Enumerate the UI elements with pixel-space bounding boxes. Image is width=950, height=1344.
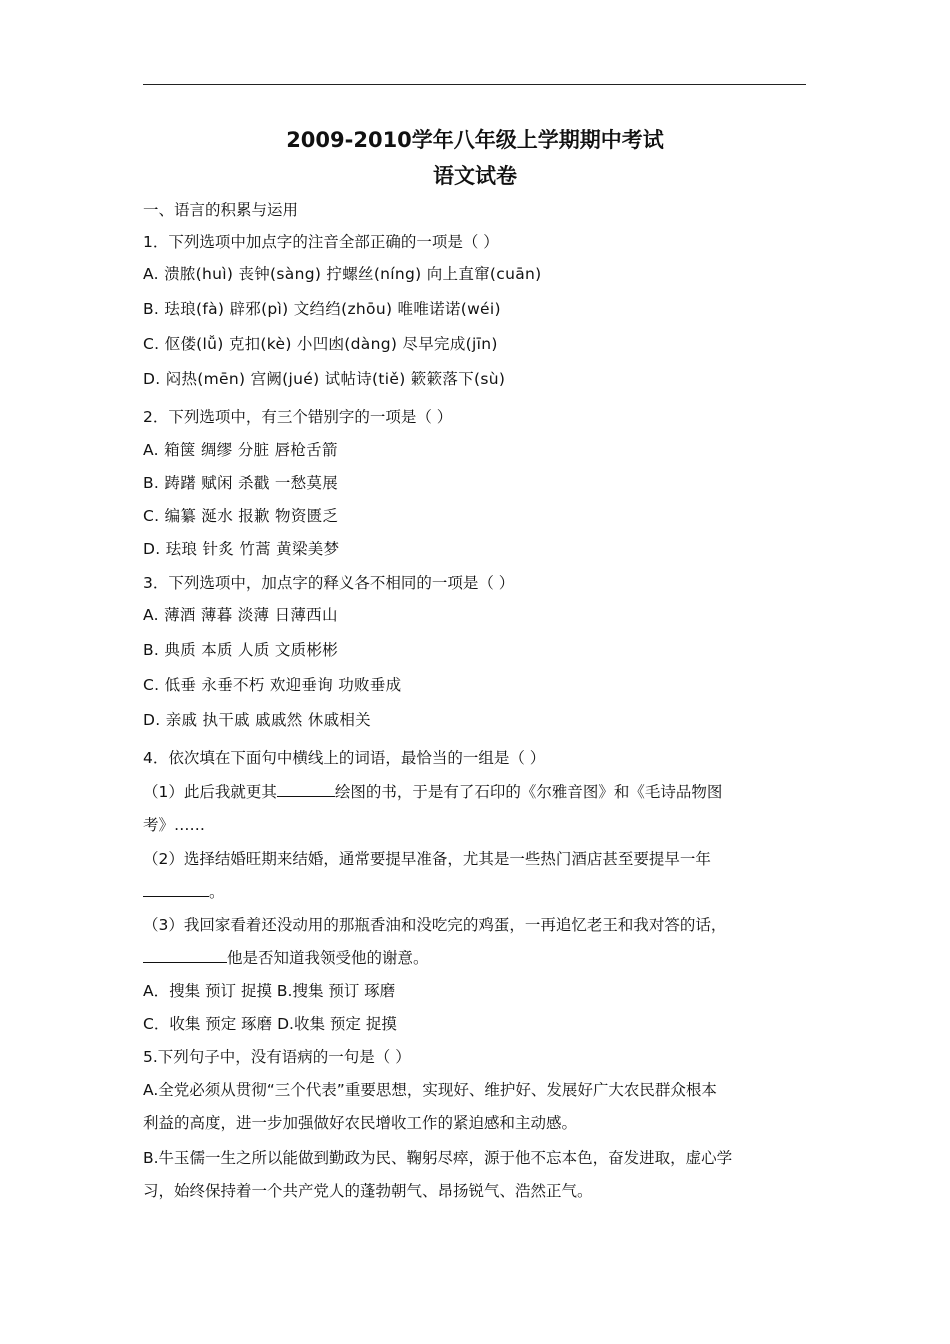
question-4-options-ab: A．搜集 预订 捉摸 B.搜集 预订 琢磨 xyxy=(143,982,396,1000)
exam-title: 2009-2010学年八年级上学期期中考试 xyxy=(286,128,664,152)
question-3-option-d: D. 亲戚 执干戚 戚戚然 休戚相关 xyxy=(143,711,371,729)
question-5-option-a-line-1: A.全党必须从贯彻“三个代表”重要思想，实现好、维护好、发展好广大农民群众根本 xyxy=(143,1081,717,1099)
question-5-option-b-line-2: 习，始终保持着一个共产党人的蓬勃朝气、昂扬锐气、浩然正气。 xyxy=(143,1182,593,1200)
question-2-option-d: D. 珐琅 针炙 竹蒿 黄梁美梦 xyxy=(143,540,340,558)
question-3-option-c: C. 低垂 永垂不朽 欢迎垂询 功败垂成 xyxy=(143,676,402,694)
question-4-sentence-2-cont xyxy=(143,882,225,902)
question-4-sentence-1 xyxy=(143,782,722,802)
question-3-option-b: B. 典质 本质 人质 文质彬彬 xyxy=(143,641,339,659)
question-5-stem: 5.下列句子中，没有语病的一句是（ ） xyxy=(143,1048,411,1066)
question-1-option-d: D. 闷热(mēn) 宫阙(jué) 试帖诗(tiě) 簌簌落下(sù) xyxy=(143,370,506,388)
question-3-stem: 3．下列选项中，加点字的释义各不相同的一项是（ ） xyxy=(143,574,515,592)
question-5-option-b-line-1: B.牛玉儒一生之所以能做到勤政为民、鞠躬尽瘁，源于他不忘本色，奋发进取，虚心学 xyxy=(143,1149,733,1167)
question-2-stem: 2．下列选项中，有三个错别字的一项是（ ） xyxy=(143,408,453,426)
question-3-option-a: A. 薄酒 薄暮 淡薄 日薄西山 xyxy=(143,606,338,624)
question-1-option-a: A. 溃脓(huì) 丧钟(sàng) 拧螺丝(níng) 向上直窜(cuān) xyxy=(143,265,542,283)
sentence-1-part-a: （1）此后我就更其 xyxy=(143,783,277,801)
question-5-option-a-line-2: 利益的高度，进一步加强做好农民增收工作的紧迫感和主动感。 xyxy=(143,1114,578,1132)
fill-blank-3[interactable] xyxy=(143,948,227,963)
fill-blank-2[interactable] xyxy=(143,882,209,897)
header-rule xyxy=(143,84,806,85)
question-4-sentence-1-cont: 考》…… xyxy=(143,816,206,834)
question-1-option-c: C. 伛偻(lǚ) 克扣(kè) 小凹凼(dàng) 尽早完成(jīn) xyxy=(143,335,498,353)
sentence-1-part-b: 绘图的书，于是有了石印的《尔雅音图》和《毛诗品物图 xyxy=(334,783,723,801)
fill-blank-1[interactable] xyxy=(277,782,335,797)
exam-subtitle: 语文试卷 xyxy=(433,164,517,188)
question-2-option-b: B. 踌躇 赋闲 杀戳 一愁莫展 xyxy=(143,474,339,492)
sentence-2-part-b: 。 xyxy=(209,883,225,901)
question-1-stem: 1．下列选项中加点字的注音全部正确的一项是（ ） xyxy=(143,233,499,251)
section-heading: 一、语言的积累与运用 xyxy=(143,201,299,219)
question-2-option-a: A. 箱箧 绸缪 分脏 唇枪舌箭 xyxy=(143,441,338,459)
sentence-3-part-b: 他是否知道我领受他的谢意。 xyxy=(227,949,429,967)
question-4-stem: 4．依次填在下面句中横线上的词语，最恰当的一组是（ ） xyxy=(143,749,546,767)
question-4-sentence-3-cont xyxy=(143,948,429,968)
question-4-sentence-2: （2）选择结婚旺期来结婚，通常要提早准备，尤其是一些热门酒店甚至要提早一年 xyxy=(143,850,711,868)
question-2-option-c: C. 编纂 涎水 报歉 物资匮乏 xyxy=(143,507,339,525)
question-1-option-b: B. 珐琅(fà) 辟邪(pì) 文绉绉(zhōu) 唯唯诺诺(wéi) xyxy=(143,300,501,318)
question-4-sentence-3: （3）我回家看着还没动用的那瓶香油和没吃完的鸡蛋，一再追忆老王和我对答的话， xyxy=(143,916,727,934)
question-4-options-cd: C．收集 预定 琢磨 D.收集 预定 捉摸 xyxy=(143,1015,397,1033)
